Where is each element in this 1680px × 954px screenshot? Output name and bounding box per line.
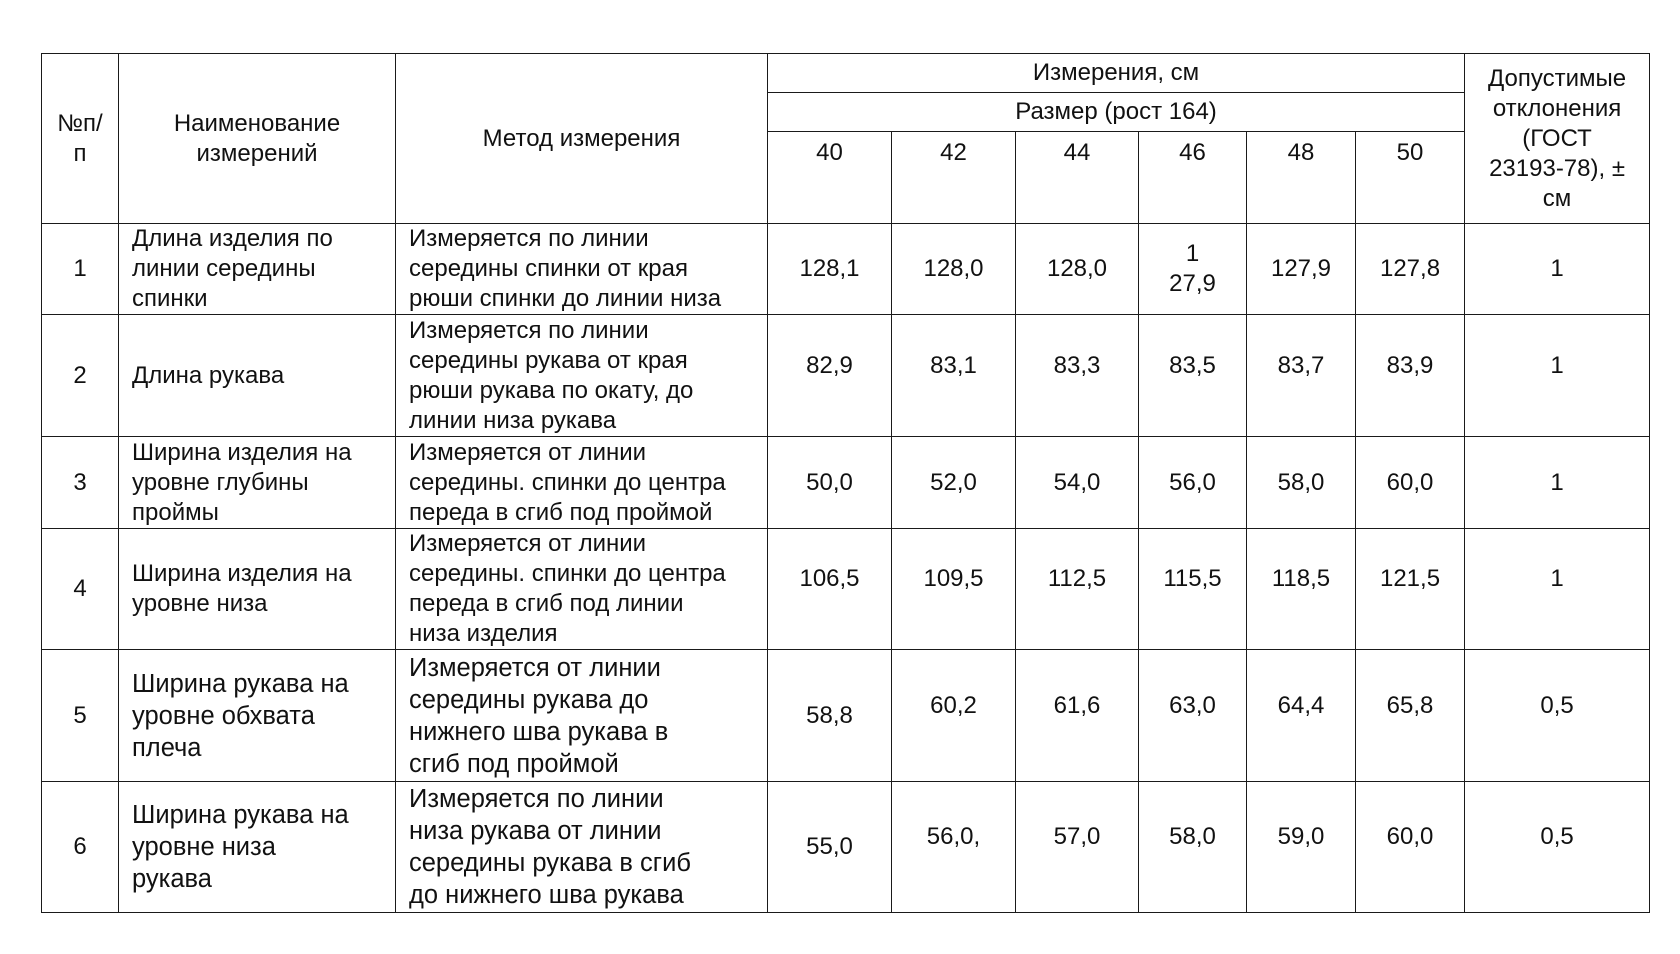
row-value: 50,0 bbox=[768, 437, 892, 529]
row-value-text: 61,6 bbox=[1053, 691, 1101, 719]
row-value bbox=[1139, 782, 1247, 913]
row-value-text: 82,9 bbox=[806, 351, 853, 379]
measurements-table bbox=[41, 53, 1650, 913]
row-tolerance: 1 bbox=[1465, 224, 1650, 315]
row-value bbox=[1016, 315, 1139, 437]
row-value bbox=[1139, 650, 1247, 782]
table-row bbox=[42, 650, 1650, 782]
row-value-text: 63,0 bbox=[1169, 691, 1216, 719]
row-num: 1 bbox=[42, 224, 119, 315]
row-value: 128,0 bbox=[1016, 224, 1139, 315]
row-value bbox=[1016, 529, 1139, 650]
header-name: Наименование измерений bbox=[119, 54, 396, 224]
row-num: 5 bbox=[42, 650, 119, 782]
row-value-text: 65,8 bbox=[1386, 691, 1434, 719]
row-name: Длина изделия по линии середины спинки bbox=[119, 224, 396, 315]
row-tolerance bbox=[1465, 529, 1650, 650]
row-name: Ширина изделия на уровне глубины проймы bbox=[119, 437, 396, 529]
row-num: 2 bbox=[42, 315, 119, 437]
row-name: Ширина рукава на уровне низа рукава bbox=[119, 782, 396, 913]
row-tolerance-text: 1 bbox=[1550, 351, 1564, 379]
row-value bbox=[892, 529, 1016, 650]
row-value bbox=[1356, 529, 1465, 650]
row-value bbox=[892, 782, 1016, 913]
row-num: 6 bbox=[42, 782, 119, 913]
row-value: 52,0 bbox=[892, 437, 1016, 529]
header-size: 46 bbox=[1139, 132, 1247, 224]
row-method: Измеряется по линии середины рукава от края рюши рукава по окату, до линии низа рукава bbox=[396, 315, 768, 437]
table-row bbox=[42, 224, 1650, 315]
row-name: Длина рукава bbox=[119, 315, 396, 437]
header-size-group: Размер (рост 164) bbox=[768, 93, 1465, 132]
row-value: 54,0 bbox=[1016, 437, 1139, 529]
header-tolerance: Допустимые отклонения (ГОСТ 23193-78), ± см bbox=[1465, 54, 1650, 224]
row-method: Измеряется от линии середины. спинки до центра переда в сгиб под линии низа изделия bbox=[396, 529, 768, 650]
row-value-text: 83,9 bbox=[1386, 351, 1434, 379]
header-num: №п/ п bbox=[42, 54, 119, 224]
row-value bbox=[1356, 782, 1465, 913]
row-tolerance bbox=[1465, 650, 1650, 782]
row-method: Измеряется по линии низа рукава от линии середины рукава в сгиб до нижнего шва рукава bbox=[396, 782, 768, 913]
header-size: 40 bbox=[768, 132, 892, 224]
row-tolerance bbox=[1465, 315, 1650, 437]
row-value: 58,0 bbox=[1247, 437, 1356, 529]
row-value-text: 83,7 bbox=[1277, 351, 1325, 379]
row-value: 56,0 bbox=[1139, 437, 1247, 529]
row-tolerance: 1 bbox=[1465, 437, 1650, 529]
row-value: 60,0 bbox=[1356, 437, 1465, 529]
row-value-text: 60,0 bbox=[1386, 823, 1434, 850]
row-value bbox=[1247, 315, 1356, 437]
row-value: 55,0 bbox=[768, 782, 892, 913]
row-value-text: 83,5 bbox=[1169, 351, 1216, 379]
header-size: 48 bbox=[1247, 132, 1356, 224]
row-value bbox=[768, 315, 892, 437]
row-value bbox=[892, 650, 1016, 782]
row-value-text: 59,0 bbox=[1277, 823, 1325, 850]
row-value-text: 109,5 bbox=[923, 565, 984, 592]
header-measurements: Измерения, см bbox=[768, 54, 1465, 93]
table-row bbox=[42, 315, 1650, 437]
row-value-text: 83,1 bbox=[930, 351, 977, 379]
row-value: 1 27,9 bbox=[1139, 224, 1247, 315]
row-tolerance bbox=[1465, 782, 1650, 913]
row-tolerance-text: 1 bbox=[1550, 565, 1564, 592]
row-value bbox=[1247, 529, 1356, 650]
header-size: 44 bbox=[1016, 132, 1139, 224]
row-value-text: 64,4 bbox=[1277, 691, 1325, 719]
header-method: Метод измерения bbox=[396, 54, 768, 224]
row-value-text: 115,5 bbox=[1163, 565, 1222, 592]
row-value: 128,1 bbox=[768, 224, 892, 315]
table-row bbox=[42, 782, 1650, 913]
row-value bbox=[1139, 315, 1247, 437]
header-row-1 bbox=[42, 54, 1650, 93]
row-name: Ширина рукава на уровне обхвата плеча bbox=[119, 650, 396, 782]
row-value-text: 56,0, bbox=[926, 823, 981, 850]
row-value-text: 106,5 bbox=[799, 565, 860, 592]
row-value bbox=[1356, 315, 1465, 437]
row-value-text: 60,2 bbox=[930, 691, 977, 719]
row-num: 3 bbox=[42, 437, 119, 529]
row-value-text: 83,3 bbox=[1053, 351, 1101, 379]
row-value bbox=[1356, 650, 1465, 782]
table-row bbox=[42, 437, 1650, 529]
header-size: 50 bbox=[1356, 132, 1465, 224]
row-value-text: 121,5 bbox=[1379, 565, 1441, 592]
row-tolerance-text: 0,5 bbox=[1540, 691, 1574, 719]
row-value bbox=[892, 315, 1016, 437]
row-value: 127,9 bbox=[1247, 224, 1356, 315]
row-tolerance-text: 0,5 bbox=[1540, 823, 1574, 850]
row-method: Измеряется по линии середины спинки от края рюши спинки до линии низа bbox=[396, 224, 768, 315]
row-value bbox=[1247, 782, 1356, 913]
row-value bbox=[1016, 782, 1139, 913]
row-value bbox=[1247, 650, 1356, 782]
row-value bbox=[1016, 650, 1139, 782]
row-method: Измеряется от линии середины рукава до нижнего шва рукава в сгиб под проймой bbox=[396, 650, 768, 782]
row-name: Ширина изделия на уровне низа bbox=[119, 529, 396, 650]
row-value: 127,8 bbox=[1356, 224, 1465, 315]
row-value: 58,8 bbox=[768, 650, 892, 782]
header-size: 42 bbox=[892, 132, 1016, 224]
table-row bbox=[42, 529, 1650, 650]
row-value-text: 118,5 bbox=[1271, 565, 1331, 592]
row-value bbox=[1139, 529, 1247, 650]
row-value: 128,0 bbox=[892, 224, 1016, 315]
row-num: 4 bbox=[42, 529, 119, 650]
row-value-text: 58,0 bbox=[1169, 823, 1216, 850]
row-value-text: 57,0 bbox=[1053, 823, 1101, 850]
row-value bbox=[768, 529, 892, 650]
row-method: Измеряется от линии середины. спинки до центра переда в сгиб под проймой bbox=[396, 437, 768, 529]
row-value-text: 112,5 bbox=[1047, 565, 1107, 592]
